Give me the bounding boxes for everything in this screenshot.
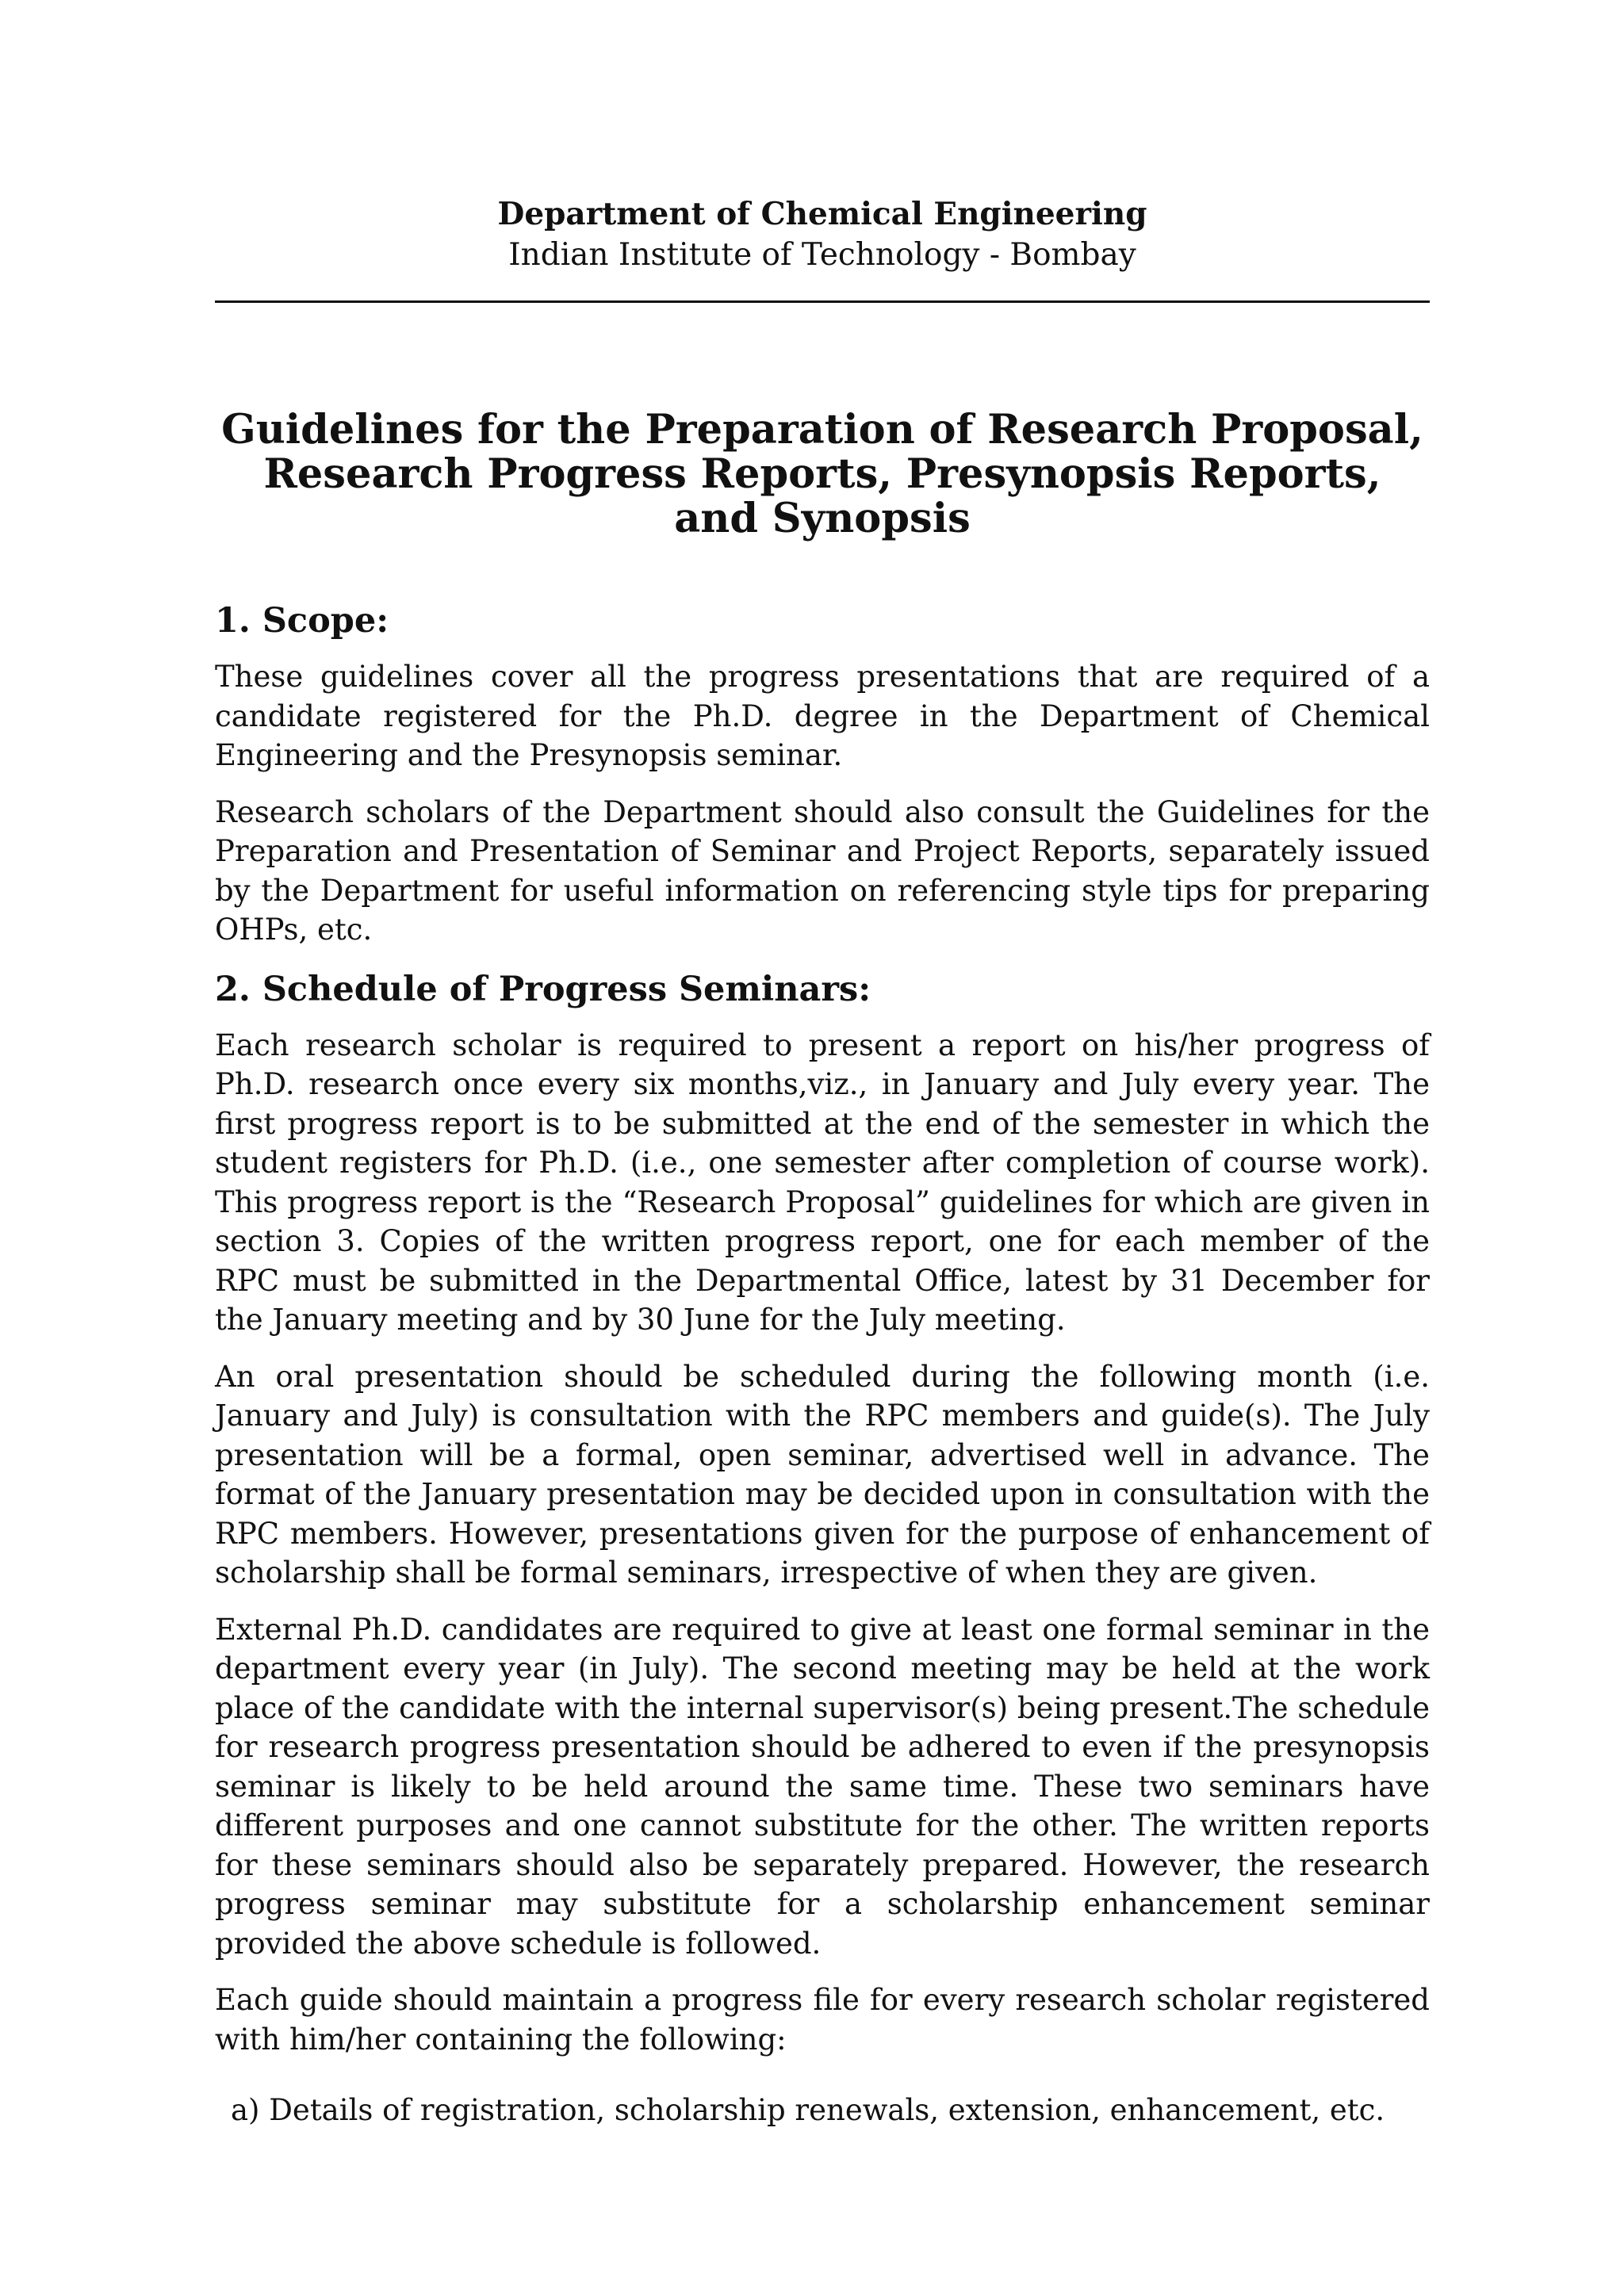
title-line: and Synopsis — [674, 495, 971, 542]
title-line: Guidelines for the Preparation of Research Proposal, — [221, 406, 1423, 453]
section-heading: 1. Scope: — [215, 601, 389, 641]
paragraph: External Ph.D. candidates are required to give at least one formal seminar in the department every year (in July). The second meeting may be held at the work place of the candidate with the internal supervisor(s) being present.The schedule for research progress presentation should be adhered to even if the presynopsis seminar is likely to be held around the same time. These two seminars have different purposes and one cannot substitute for the other. The written reports for these seminars should also be separately prepared. However, the research progress seminar may substitute for a scholarship enhancement seminar provided the above schedule is followed. — [215, 1612, 1430, 1961]
header-rule — [215, 300, 1430, 303]
paragraph: These guidelines cover all the progress presentations that are required of a candidate registered for the Ph.D. degree in the Department of Chemical Engineering and the Presynopsis seminar. — [215, 660, 1430, 772]
page-header — [215, 193, 1430, 276]
department-name: Department of Chemical Engineering — [497, 196, 1147, 232]
list-item: a) Details of registration, scholarship renewals, extension, enhancement, etc. — [231, 2093, 1385, 2127]
institute-name: Indian Institute of Technology - Bombay — [508, 237, 1136, 273]
document-body — [215, 599, 1430, 2130]
document-title — [215, 408, 1430, 541]
paragraph: An oral presentation should be scheduled during the following month (i.e. January and July) is consultation with the RPC members and guide(s). The July presentation will be a formal, open seminar, advertised well in advance. The format of the January presentation may be decided upon in consultation with the RPC members. However, presentations given for the purpose of enhancement of scholarship shall be formal seminars, irrespective of when they are given. — [215, 1359, 1430, 1590]
section-scope — [215, 599, 1430, 950]
progress-file-list — [215, 2091, 1430, 2130]
paragraph: Research scholars of the Department should also consult the Guidelines for the Preparation and Presentation of Seminar and Project Reports, separately issued by the Department for useful information on referencing style tips for preparing OHPs, etc. — [215, 794, 1430, 947]
section-schedule — [215, 967, 1430, 2130]
paragraph: Each research scholar is required to present a report on his/her progress of Ph.D. research once every six months,viz., in January and July every year. The first progress report is to be submitted at the end of the semester in which the student registers for Ph.D. (i.e., one semester after completion of course work). This progress report is the “Research Proposal” guidelines for which are given in section 3. Copies of the written progress report, one for each member of the RPC must be submitted in the Departmental Office, latest by 31 December for the January meeting and by 30 June for the July meeting. — [215, 1027, 1430, 1337]
section-heading: 2. Schedule of Progress Seminars: — [215, 969, 871, 1009]
title-line: Research Progress Reports, Presynopsis Reports, — [263, 450, 1381, 498]
paragraph: Each guide should maintain a progress file for every research scholar registered with him/her containing the following: — [215, 1983, 1430, 2057]
